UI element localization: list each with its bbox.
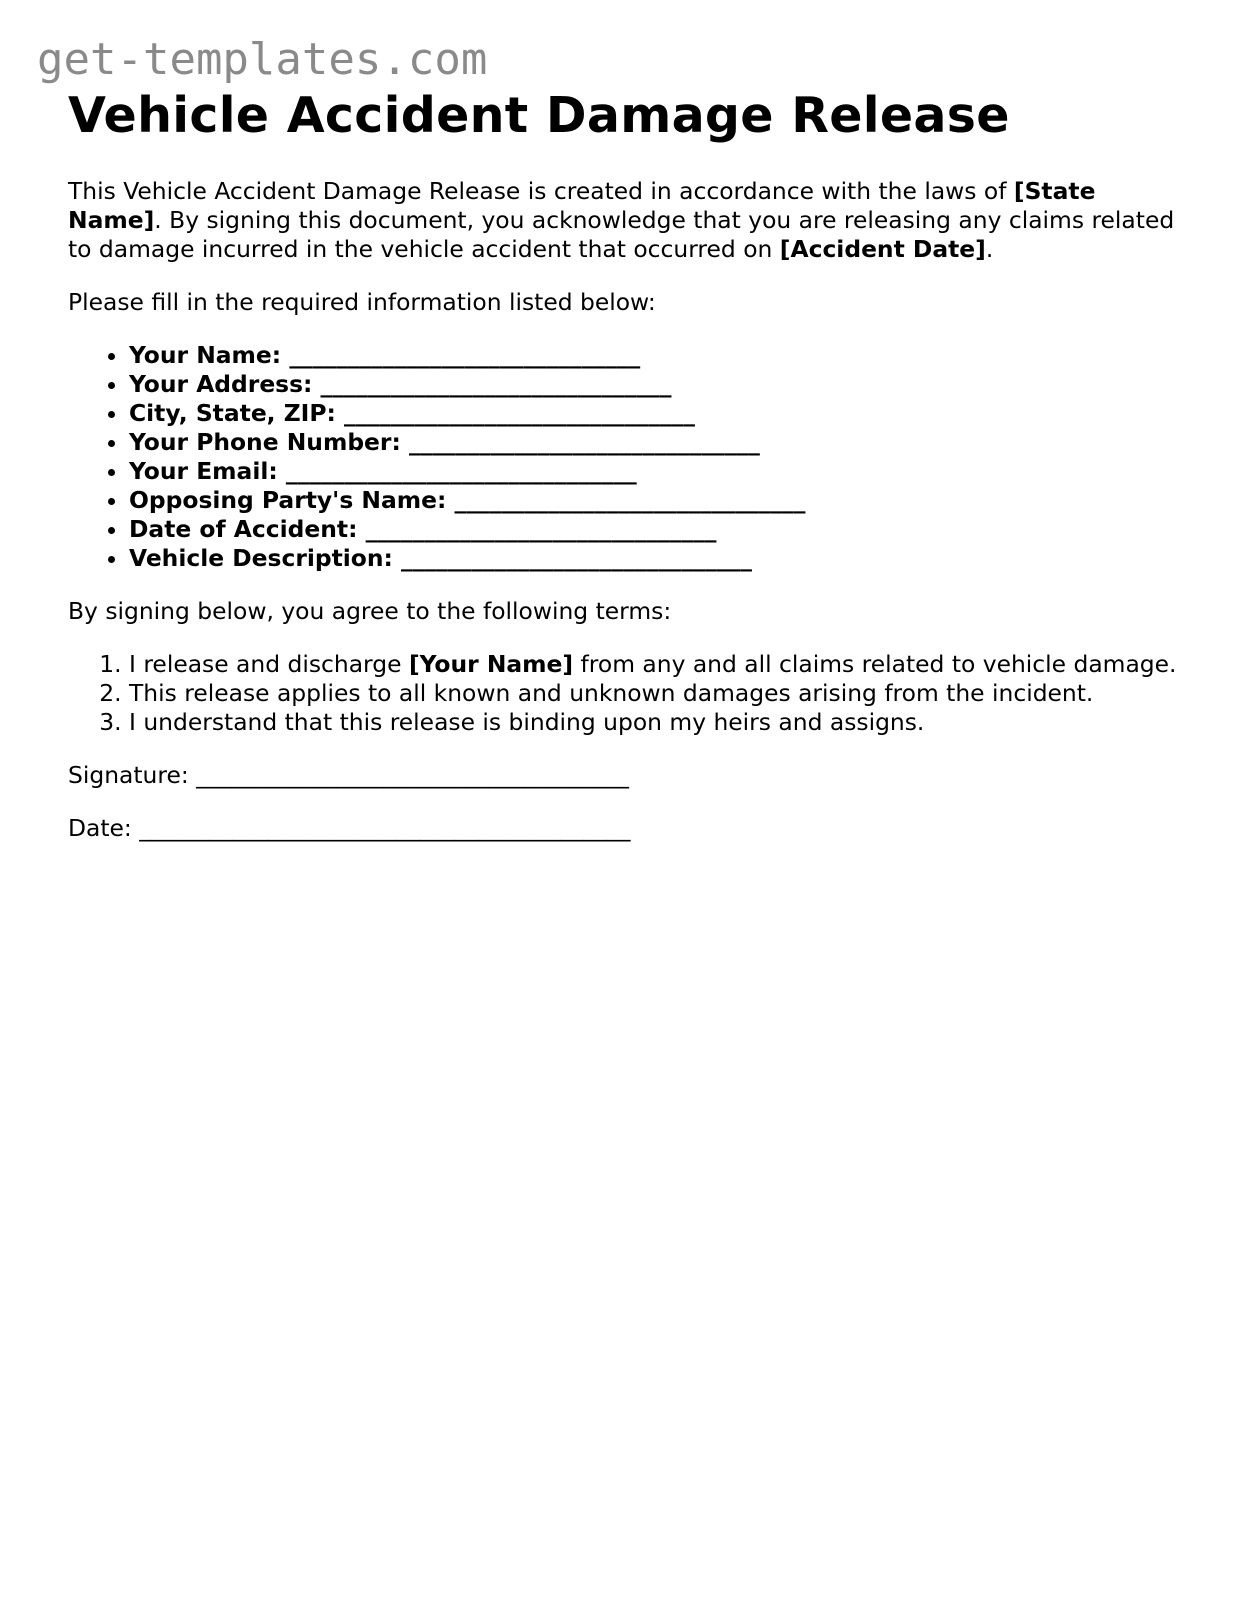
term-text: from any and all claims related to vehicle damage. [573,650,1177,678]
field-label: City, State, ZIP: [129,399,336,427]
fill-prompt: Please fill in the required information listed below: [68,288,656,316]
field-label: Your Name: [129,341,282,369]
watermark: get-templates.com [37,34,488,85]
field-your-name[interactable] [129,341,1188,370]
field-date-of-accident[interactable] [129,515,1188,544]
field-label: Date of Accident: [129,515,358,543]
term-item [129,650,1188,679]
field-blank[interactable]: ______________________________ [289,341,641,369]
field-blank[interactable]: ______________________________ [285,457,637,485]
info-fields-list [68,341,1188,573]
signature-blank[interactable]: _____________________________________ [196,761,629,789]
term-item: 2. This release applies to all known and unknown damages arising from the incident. [129,679,1188,708]
field-blank[interactable]: ______________________________ [365,515,717,543]
intro-text-1: This Vehicle Accident Damage Release is created in accordance with the laws of [68,177,1014,205]
intro-text-2: . By signing this document, you acknowledge that you are releasing any claims related to damage incurred in the vehicle accident that occurred on [68,206,1175,263]
field-email[interactable] [129,457,1188,486]
term-text: I release and discharge [129,650,409,678]
field-label: Your Email: [129,457,278,485]
field-phone-number[interactable] [129,428,1188,457]
agree-text: By signing below, you agree to the following terms: [68,597,672,625]
signature-label: Signature: [68,761,189,789]
field-vehicle-description[interactable] [129,544,1188,573]
field-blank[interactable]: ______________________________ [454,486,806,514]
accident-date-placeholder: [Accident Date] [779,235,986,263]
field-blank[interactable]: ______________________________ [320,370,672,398]
signature-line[interactable] [68,761,1188,790]
field-label: Your Address: [129,370,313,398]
document-page [68,86,1188,843]
field-label: Your Phone Number: [129,428,401,456]
field-label: Opposing Party's Name: [129,486,447,514]
field-blank[interactable]: ______________________________ [344,399,695,427]
intro-paragraph [68,177,1188,264]
field-blank[interactable]: ______________________________ [408,428,760,456]
field-your-address[interactable] [129,370,1188,399]
field-city-state-zip[interactable] [129,399,1188,428]
field-opposing-party-name[interactable] [129,486,1188,515]
date-label: Date: [68,814,132,842]
your-name-placeholder: [Your Name] [408,650,574,678]
terms-list [68,650,1188,737]
intro-text-3: . [985,235,994,263]
term-item: 3. I understand that this release is binding upon my heirs and assigns. [129,708,1188,737]
field-label: Vehicle Description: [129,544,393,572]
state-name-placeholder: [State Name] [68,177,1096,234]
document-title: Vehicle Accident Damage Release [68,87,1010,144]
field-blank[interactable]: ______________________________ [401,544,752,572]
date-blank[interactable]: __________________________________________ [139,814,631,842]
date-line[interactable] [68,814,1188,843]
